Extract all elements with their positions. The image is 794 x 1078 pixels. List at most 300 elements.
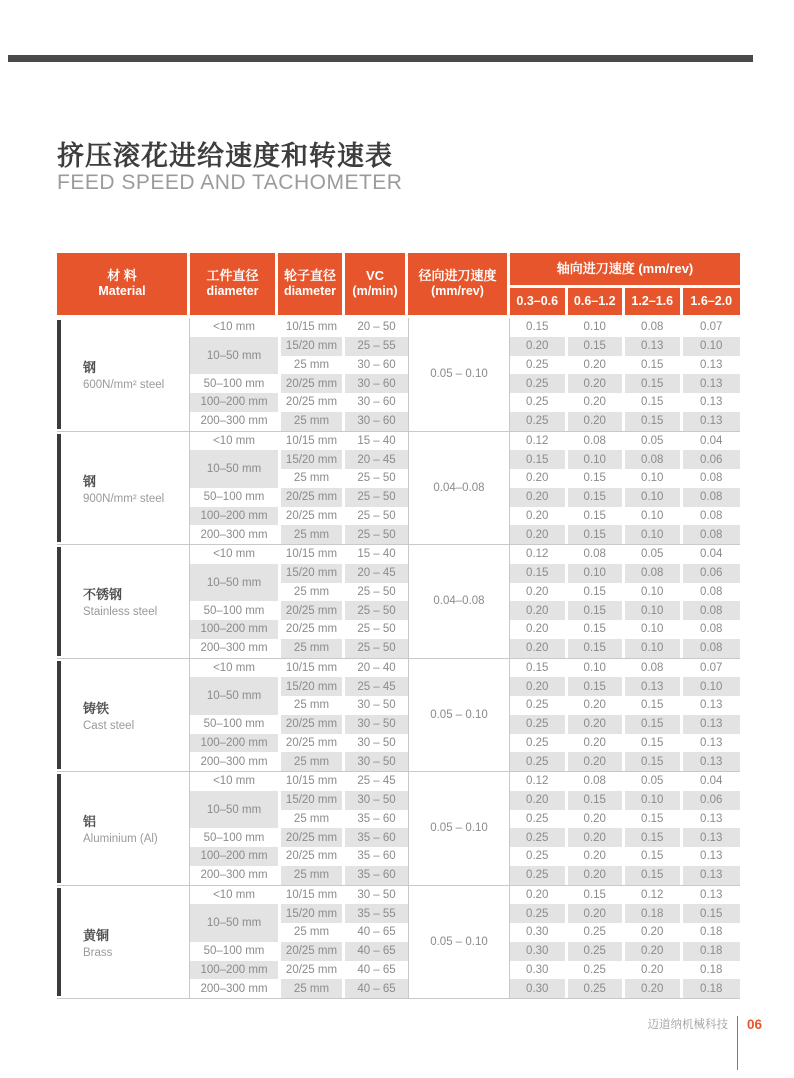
axial-feed-cell: 0.20 [510,791,568,810]
axial-feed-cell: 0.18 [625,904,683,923]
axial-feed-cell: 0.20 [568,715,626,734]
axial-feed-cell: 0.25 [510,734,568,753]
radial-feed-cell: 0.05 – 0.10 [408,318,510,431]
axial-feed-cell: 0.20 [510,469,568,488]
axial-feed-cell: 0.12 [510,545,568,564]
material-cell [57,659,190,772]
axial-feed-cell: 0.18 [700,926,723,939]
axial-feed-cell: 0.15 [568,791,626,810]
axial-feed-cell: 0.15 [510,450,568,469]
axial-feed-cell: 0.25 [568,961,626,980]
axial-feed-cell: 0.10 [568,564,626,583]
workpiece-diameter-cell: 100–200 mm [190,393,278,412]
header-material-en: Material [98,284,146,299]
wheel-diameter-cell: 25 mm [278,356,345,375]
header-axial-range-4: 1.6–2.0 [683,288,741,315]
axial-feed-cell: 0.15 [625,393,683,412]
wheel-diameter-cell: 20/25 mm [278,734,345,753]
wheel-diameter-cell: 25 mm [278,639,345,658]
axial-feed-cell: 0.15 [568,583,626,602]
vc-cell: 25 – 50 [345,601,408,620]
wheel-diameter-cell: 25 mm [278,866,345,885]
axial-feed-cell: 0.25 [568,979,626,998]
wheel-diameter-cell: 15/20 mm [278,677,345,696]
axial-feed-cell: 0.20 [568,412,626,431]
axial-feed-cell: 0.13 [700,736,723,749]
wheel-diameter-cell: 25 mm [278,525,345,544]
axial-feed-cell: 0.13 [700,850,723,863]
vc-cell: 25 – 45 [357,775,396,788]
axial-feed-cell: 0.25 [510,866,568,885]
vc-cell: 30 – 60 [345,374,408,393]
vc-cell: 40 – 65 [357,926,396,939]
axial-feed-cell: 0.08 [683,488,741,507]
page-number: 06 [746,1017,762,1032]
axial-feed-cell: 0.20 [568,393,626,412]
workpiece-diameter-cell: 100–200 mm [190,620,278,639]
axial-feed-cell: 0.13 [683,866,741,885]
material-block [57,885,740,999]
material-name-en: Stainless steel [83,606,158,619]
axial-feed-cell: 0.10 [625,469,683,488]
header-wheel-zh: 轮子直径 [283,268,336,284]
axial-feed-cell: 0.10 [683,677,741,696]
axial-feed-cell: 0.15 [568,601,626,620]
axial-feed-cell: 0.10 [625,525,683,544]
vc-cell: 30 – 50 [345,715,408,734]
footer-company: 迈道纳机械科技 [647,1019,728,1031]
material-block [57,658,740,772]
workpiece-diameter-cell: 200–300 mm [200,415,268,428]
material-name-zh: 黄铜 [83,927,110,943]
axial-feed-cell: 0.20 [568,374,626,393]
workpiece-diameter-cell: 10–50 mm [190,791,278,829]
header-axial-feed: 轴向进刀速度 (mm/rev) [510,253,740,285]
axial-feed-cell: 0.25 [510,412,568,431]
axial-feed-cell: 0.10 [625,639,683,658]
axial-feed-cell: 0.04 [700,775,723,788]
vc-cell: 30 – 50 [357,888,396,901]
axial-feed-cell: 0.12 [625,886,683,905]
material-cell [57,886,190,999]
axial-feed-cell: 0.25 [510,696,568,715]
axial-feed-cell: 0.18 [700,963,723,976]
axial-feed-cell: 0.20 [510,507,568,526]
axial-feed-cell: 0.13 [700,358,723,371]
axial-feed-cell: 0.10 [568,318,626,337]
axial-feed-cell: 0.20 [568,866,626,885]
axial-feed-cell: 0.08 [625,659,683,678]
material-name-en: 600N/mm² steel [83,379,165,392]
material-cell [57,772,190,885]
header-axial-range-1: 0.3–0.6 [510,288,565,315]
axial-feed-cell: 0.15 [510,659,568,678]
vc-cell: 25 – 50 [357,585,396,598]
axial-feed-cell: 0.15 [625,715,683,734]
workpiece-diameter-cell: 200–300 mm [200,642,268,655]
axial-feed-cell: 0.25 [510,374,568,393]
axial-feed-cell: 0.20 [625,961,683,980]
axial-feed-cell: 0.12 [510,772,568,791]
vc-cell: 30 – 50 [357,699,396,712]
material-name-zh: 钢 [83,473,97,489]
workpiece-diameter-cell: 100–200 mm [190,961,278,980]
header-workpiece-diameter [190,253,275,315]
vc-cell: 15 – 40 [357,434,396,447]
radial-feed-cell: 0.05 – 0.10 [408,772,510,885]
axial-feed-cell: 0.25 [510,752,568,771]
axial-feed-cell: 0.20 [510,639,568,658]
wheel-diameter-cell: 10/15 mm [278,886,345,905]
header-vc-en: (m/min) [352,284,398,299]
axial-feed-cell: 0.15 [625,810,683,829]
vc-cell: 40 – 65 [357,963,396,976]
vc-cell: 25 – 50 [345,639,408,658]
header-axial-range-2: 0.6–1.2 [568,288,623,315]
material-cell [57,432,190,545]
workpiece-diameter-cell: 100–200 mm [190,507,278,526]
material-name-en: 900N/mm² steel [83,492,165,505]
axial-feed-cell: 0.13 [683,752,741,771]
axial-feed-cell: 0.25 [568,942,626,961]
wheel-diameter-cell: 10/15 mm [278,772,345,791]
wheel-diameter-cell: 10/15 mm [278,659,345,678]
workpiece-diameter-cell: 10–50 mm [190,450,278,488]
material-block [57,544,740,658]
axial-feed-cell: 0.13 [625,337,683,356]
axial-feed-cell: 0.30 [510,942,568,961]
axial-feed-cell: 0.20 [568,847,626,866]
axial-feed-cell: 0.08 [568,772,626,791]
axial-feed-cell: 0.20 [625,923,683,942]
vc-cell: 25 – 55 [345,337,408,356]
workpiece-diameter-cell: 200–300 mm [200,755,268,768]
axial-feed-cell: 0.15 [568,639,626,658]
axial-feed-cell: 0.15 [625,374,683,393]
axial-feed-cell: 0.15 [625,847,683,866]
vc-cell: 25 – 45 [345,677,408,696]
axial-feed-cell: 0.15 [625,356,683,375]
axial-feed-cell: 0.10 [625,601,683,620]
axial-feed-cell: 0.25 [510,828,568,847]
axial-feed-cell: 0.13 [700,888,723,901]
vc-cell: 30 – 50 [345,791,408,810]
vc-cell: 20 – 45 [345,450,408,469]
table-header [57,253,740,315]
axial-feed-cell: 0.25 [510,847,568,866]
workpiece-diameter-cell: <10 mm [213,321,255,334]
material-name-zh: 铝 [83,814,97,830]
axial-feed-cell: 0.20 [568,752,626,771]
axial-feed-cell: 0.15 [568,507,626,526]
axial-feed-cell: 0.15 [625,696,683,715]
vc-cell: 25 – 50 [345,488,408,507]
axial-feed-cell: 0.13 [700,812,723,825]
wheel-diameter-cell: 20/25 mm [278,961,345,980]
wheel-diameter-cell: 10/15 mm [278,318,345,337]
axial-feed-cell: 0.05 [625,545,683,564]
wheel-diameter-cell: 20/25 mm [278,488,345,507]
axial-feed-cell: 0.08 [568,432,626,451]
axial-feed-cell: 0.13 [683,374,741,393]
axial-feed-cell: 0.08 [700,509,723,522]
page-title: 挤压滚花进给速度和转速表 [57,141,393,171]
workpiece-diameter-cell: 50–100 mm [203,831,265,844]
workpiece-diameter-cell: <10 mm [213,434,255,447]
wheel-diameter-cell: 15/20 mm [278,904,345,923]
axial-feed-cell: 0.13 [700,699,723,712]
vc-cell: 35 – 60 [357,850,396,863]
axial-feed-cell: 0.10 [625,488,683,507]
axial-feed-cell: 0.10 [625,583,683,602]
vc-cell: 25 – 50 [345,525,408,544]
axial-feed-cell: 0.13 [700,396,723,409]
axial-feed-cell: 0.15 [568,886,626,905]
vc-cell: 25 – 50 [357,623,396,636]
axial-feed-cell: 0.20 [625,979,683,998]
material-name-zh: 不锈钢 [83,587,123,603]
axial-feed-cell: 0.08 [568,545,626,564]
vc-cell: 30 – 60 [357,396,396,409]
material-name-en: Aluminium (Al) [83,833,158,846]
wheel-diameter-cell: 25 mm [278,752,345,771]
axial-feed-cell: 0.08 [700,472,723,485]
axial-feed-cell: 0.25 [568,923,626,942]
axial-feed-cell: 0.10 [625,620,683,639]
vc-cell: 25 – 50 [357,509,396,522]
axial-feed-cell: 0.18 [683,979,741,998]
axial-feed-cell: 0.10 [683,337,741,356]
axial-feed-cell: 0.04 [700,548,723,561]
workpiece-diameter-cell: 50–100 mm [203,945,265,958]
workpiece-diameter-cell: <10 mm [213,775,255,788]
workpiece-diameter-cell: <10 mm [213,888,255,901]
axial-feed-cell: 0.08 [625,564,683,583]
axial-feed-cell: 0.20 [568,696,626,715]
workpiece-diameter-cell: 50–100 mm [203,604,265,617]
header-material [57,253,187,315]
axial-feed-cell: 0.15 [625,752,683,771]
axial-feed-cell: 0.20 [568,810,626,829]
wheel-diameter-cell: 20/25 mm [278,620,345,639]
header-radial-zh: 径向进刀速度 [418,268,497,284]
axial-feed-cell: 0.08 [625,318,683,337]
wheel-diameter-cell: 25 mm [278,583,345,602]
axial-feed-cell: 0.20 [568,828,626,847]
material-block [57,318,740,431]
axial-feed-cell: 0.13 [683,715,741,734]
axial-feed-cell: 0.15 [625,828,683,847]
header-wheel-diameter [278,253,342,315]
wheel-diameter-cell: 15/20 mm [278,450,345,469]
axial-feed-cell: 0.20 [510,601,568,620]
axial-feed-cell: 0.25 [510,715,568,734]
radial-feed-cell: 0.04–0.08 [408,545,510,658]
axial-feed-cell: 0.25 [510,356,568,375]
axial-feed-cell: 0.15 [625,866,683,885]
vc-cell: 30 – 60 [345,412,408,431]
workpiece-diameter-cell: 10–50 mm [190,677,278,715]
vc-cell: 20 – 45 [345,564,408,583]
workpiece-diameter-cell: 10–50 mm [190,337,278,375]
header-axial-range-3: 1.2–1.6 [625,288,680,315]
wheel-diameter-cell: 20/25 mm [278,393,345,412]
workpiece-diameter-cell: 200–300 mm [200,869,268,882]
axial-feed-cell: 0.15 [625,734,683,753]
axial-feed-cell: 0.13 [683,828,741,847]
wheel-diameter-cell: 25 mm [278,696,345,715]
axial-feed-cell: 0.13 [683,412,741,431]
axial-feed-cell: 0.15 [568,488,626,507]
material-name-zh: 铸铁 [83,700,110,716]
axial-feed-cell: 0.15 [568,337,626,356]
axial-feed-cell: 0.08 [625,450,683,469]
workpiece-diameter-cell: 200–300 mm [200,982,268,995]
axial-feed-cell: 0.30 [510,923,568,942]
wheel-diameter-cell: 15/20 mm [278,564,345,583]
axial-feed-cell: 0.10 [568,659,626,678]
vc-cell: 40 – 65 [345,942,408,961]
header-vc [345,253,405,315]
axial-feed-cell: 0.08 [700,623,723,636]
wheel-diameter-cell: 25 mm [278,412,345,431]
axial-feed-cell: 0.15 [568,469,626,488]
axial-feed-cell: 0.20 [625,942,683,961]
header-radial-en: (mm/rev) [431,284,484,299]
table-body [57,318,740,999]
wheel-diameter-cell: 15/20 mm [278,791,345,810]
axial-feed-cell: 0.07 [700,321,723,334]
axial-feed-cell: 0.15 [510,318,568,337]
material-name-en: Cast steel [83,719,135,732]
workpiece-diameter-cell: 10–50 mm [190,564,278,602]
header-radial-feed [408,253,507,315]
vc-cell: 20 – 50 [357,321,396,334]
axial-feed-cell: 0.08 [700,585,723,598]
axial-feed-cell: 0.05 [625,432,683,451]
axial-feed-cell: 0.10 [568,450,626,469]
axial-feed-cell: 0.25 [510,810,568,829]
workpiece-diameter-cell: <10 mm [213,661,255,674]
wheel-diameter-cell: 20/25 mm [278,942,345,961]
wheel-diameter-cell: 20/25 mm [278,828,345,847]
material-name-en: Brass [83,946,113,959]
axial-feed-cell: 0.06 [683,450,741,469]
wheel-diameter-cell: 25 mm [278,469,345,488]
axial-feed-cell: 0.06 [683,564,741,583]
workpiece-diameter-cell: 50–100 mm [203,491,265,504]
vc-cell: 30 – 50 [345,752,408,771]
axial-feed-cell: 0.20 [510,488,568,507]
wheel-diameter-cell: 10/15 mm [278,432,345,451]
material-block [57,771,740,885]
workpiece-diameter-cell: 200–300 mm [200,528,268,541]
wheel-diameter-cell: 15/20 mm [278,337,345,356]
wheel-diameter-cell: 20/25 mm [278,374,345,393]
vc-cell: 35 – 60 [345,828,408,847]
wheel-diameter-cell: 25 mm [278,979,345,998]
axial-feed-cell: 0.20 [510,583,568,602]
workpiece-diameter-cell: 100–200 mm [190,734,278,753]
axial-feed-cell: 0.30 [510,961,568,980]
axial-feed-cell: 0.04 [700,434,723,447]
axial-feed-cell: 0.08 [683,639,741,658]
axial-feed-cell: 0.15 [568,677,626,696]
axial-feed-cell: 0.15 [683,904,741,923]
axial-feed-cell: 0.20 [510,886,568,905]
vc-cell: 35 – 55 [345,904,408,923]
axial-feed-cell: 0.13 [625,677,683,696]
radial-feed-cell: 0.05 – 0.10 [408,659,510,772]
axial-feed-cell: 0.15 [625,412,683,431]
axial-feed-cell: 0.15 [568,525,626,544]
axial-feed-cell: 0.20 [510,525,568,544]
radial-feed-cell: 0.05 – 0.10 [408,886,510,999]
page-subtitle: FEED SPEED AND TACHOMETER [57,171,403,194]
workpiece-diameter-cell: 10–50 mm [190,904,278,942]
vc-cell: 35 – 60 [345,866,408,885]
header-vc-zh: VC [365,268,385,284]
workpiece-diameter-cell: 100–200 mm [190,847,278,866]
vc-cell: 30 – 60 [357,358,396,371]
axial-feed-cell: 0.18 [683,942,741,961]
vc-cell: 40 – 65 [345,979,408,998]
axial-feed-cell: 0.08 [683,601,741,620]
axial-feed-cell: 0.20 [568,904,626,923]
material-cell [57,545,190,658]
axial-feed-cell: 0.15 [568,620,626,639]
axial-feed-cell: 0.25 [510,904,568,923]
vc-cell: 25 – 50 [357,472,396,485]
axial-feed-cell: 0.20 [510,620,568,639]
wheel-diameter-cell: 25 mm [278,923,345,942]
workpiece-diameter-cell: <10 mm [213,548,255,561]
page-footer [647,1016,762,1070]
footer-divider [737,1016,738,1070]
header-workpiece-zh: 工件直径 [206,268,259,284]
material-cell [57,318,190,431]
axial-feed-cell: 0.12 [510,432,568,451]
vc-cell: 35 – 60 [357,812,396,825]
material-name-zh: 钢 [83,360,97,376]
vc-cell: 20 – 40 [357,661,396,674]
feed-speed-table [57,253,740,999]
axial-feed-cell: 0.10 [625,507,683,526]
wheel-diameter-cell: 10/15 mm [278,545,345,564]
wheel-diameter-cell: 25 mm [278,810,345,829]
wheel-diameter-cell: 20/25 mm [278,847,345,866]
axial-feed-cell: 0.05 [625,772,683,791]
header-wheel-en: diameter [283,284,337,299]
axial-feed-cell: 0.08 [683,525,741,544]
wheel-diameter-cell: 20/25 mm [278,715,345,734]
vc-cell: 30 – 50 [357,736,396,749]
axial-feed-cell: 0.20 [568,356,626,375]
axial-feed-cell: 0.15 [510,564,568,583]
vc-cell: 15 – 40 [357,548,396,561]
axial-feed-cell: 0.25 [510,393,568,412]
axial-feed-cell: 0.30 [510,979,568,998]
top-divider-bar [8,55,753,62]
axial-feed-cell: 0.20 [568,734,626,753]
material-block [57,431,740,545]
wheel-diameter-cell: 20/25 mm [278,601,345,620]
header-material-zh: 材 料 [107,268,137,284]
axial-feed-cell: 0.20 [510,337,568,356]
axial-feed-cell: 0.06 [683,791,741,810]
axial-feed-cell: 0.07 [700,661,723,674]
workpiece-diameter-cell: 50–100 mm [203,718,265,731]
